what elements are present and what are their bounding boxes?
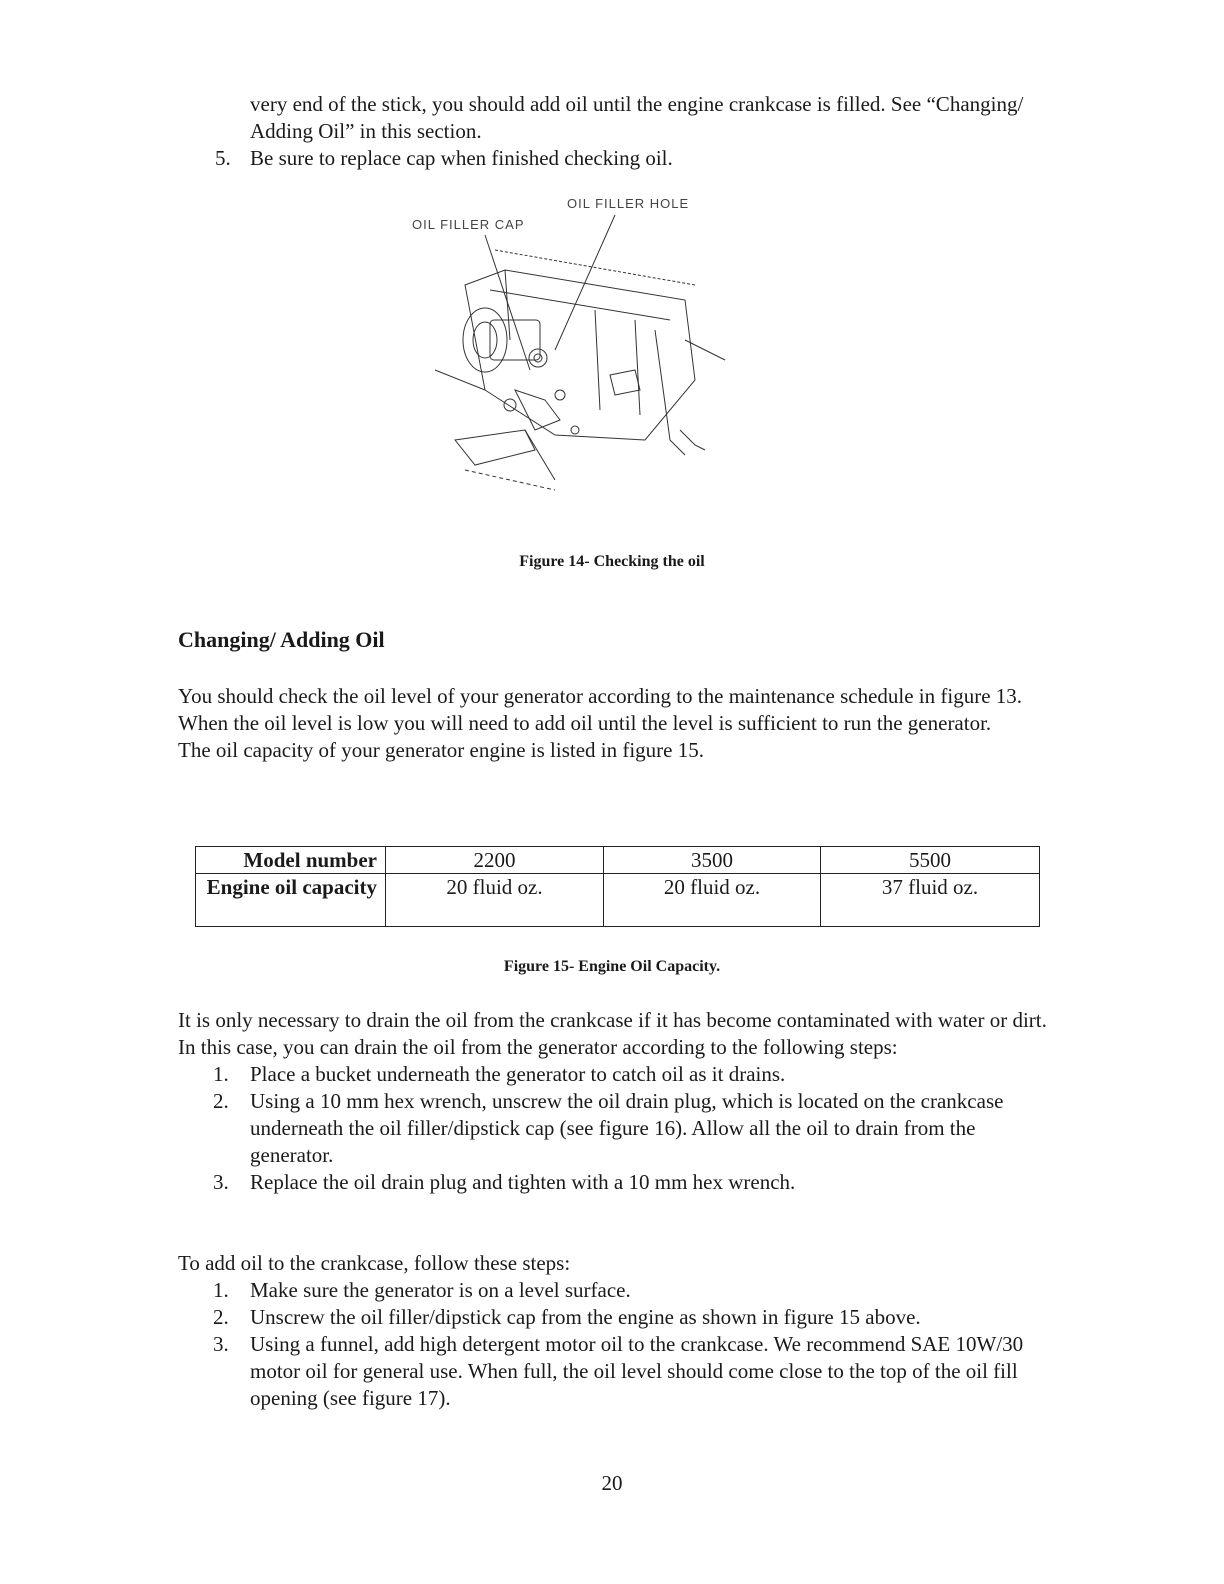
label-oil-filler-cap: OIL FILLER CAP: [412, 217, 525, 232]
step-number: 5.: [215, 146, 231, 170]
section-heading: Changing/ Adding Oil: [178, 627, 385, 652]
engine-oil-capacity-header: Engine oil capacity: [196, 874, 386, 927]
add-oil-section: [178, 1250, 1048, 1412]
label-oil-filler-hole: OIL FILLER HOLE: [567, 196, 690, 211]
step-text: Place a bucket underneath the generator to catch oil as it drains.: [250, 1062, 786, 1086]
table-row: [196, 847, 1040, 874]
capacity-sentence: The oil capacity of your generator engine is listed in figure 15.: [178, 738, 704, 762]
step-number: 3.: [213, 1332, 229, 1356]
step-text: Replace the oil drain plug and tighten with a 10 mm hex wrench.: [250, 1170, 796, 1194]
figure-14-caption: Figure 14- Checking the oil: [519, 553, 705, 570]
intro-paragraph: You should check the oil level of your generator according to the maintenance schedule in figure 13. When the oil level is low you will need to add oil until the level is sufficient to run the generator.: [178, 684, 1023, 735]
engine-oil-capacity-table: [195, 846, 1040, 927]
figure-14-illustration: [395, 190, 735, 510]
drain-section: [178, 1007, 1048, 1196]
list-item: [178, 1304, 1048, 1331]
step-number: 3.: [213, 1170, 229, 1194]
list-item: [178, 1331, 1048, 1412]
capacity-cell: 20 fluid oz.: [604, 874, 821, 927]
model-cell: 2200: [386, 847, 604, 874]
step-number: 2.: [213, 1089, 229, 1113]
list-item: [178, 1277, 1048, 1304]
step-text: Using a funnel, add high detergent motor oil to the crankcase. We recommend SAE 10W/30 motor oil for general use. When full, the oil level should come close to the top of the oil fill opening (see figure 17).: [250, 1332, 1024, 1410]
model-number-header: Model number: [196, 847, 386, 874]
step-number: 2.: [213, 1305, 229, 1329]
step-number: 1.: [213, 1278, 229, 1302]
step-text: Unscrew the oil filler/dipstick cap from the engine as shown in figure 15 above.: [250, 1305, 921, 1329]
list-item: [178, 1061, 1048, 1088]
model-cell: 5500: [821, 847, 1040, 874]
intro-block: [178, 683, 1048, 764]
table-row: [196, 874, 1040, 927]
drain-steps-list: [178, 1061, 1048, 1196]
page-number: 20: [601, 1471, 623, 1495]
check-oil-step-5: [215, 145, 1045, 172]
capacity-cell: 20 fluid oz.: [386, 874, 604, 927]
figure-15-caption: Figure 15- Engine Oil Capacity.: [503, 958, 721, 975]
add-steps-list: [178, 1277, 1048, 1412]
list-item: [178, 1169, 1048, 1196]
list-item: [178, 1088, 1048, 1169]
step-text: Using a 10 mm hex wrench, unscrew the oil drain plug, which is located on the crankcase underneath the oil filler/dipstick cap (see figure 16). Allow all the oil to drain from the generator.: [250, 1089, 1004, 1167]
capacity-cell: 37 fluid oz.: [821, 874, 1040, 927]
step-text: Make sure the generator is on a level surface.: [250, 1278, 631, 1302]
step-text: Be sure to replace cap when finished checking oil.: [250, 146, 673, 170]
continued-paragraph: very end of the stick, you should add oil until the engine crankcase is filled. See “Changing/ Adding Oil” in this section.: [250, 92, 1024, 143]
add-intro: To add oil to the crankcase, follow these steps:: [178, 1251, 571, 1275]
step-number: 1.: [213, 1062, 229, 1086]
model-cell: 3500: [604, 847, 821, 874]
drain-intro: It is only necessary to drain the oil from the crankcase if it has become contaminated with water or dirt. In this case, you can drain the oil from the generator according to the following steps:: [178, 1008, 1047, 1059]
